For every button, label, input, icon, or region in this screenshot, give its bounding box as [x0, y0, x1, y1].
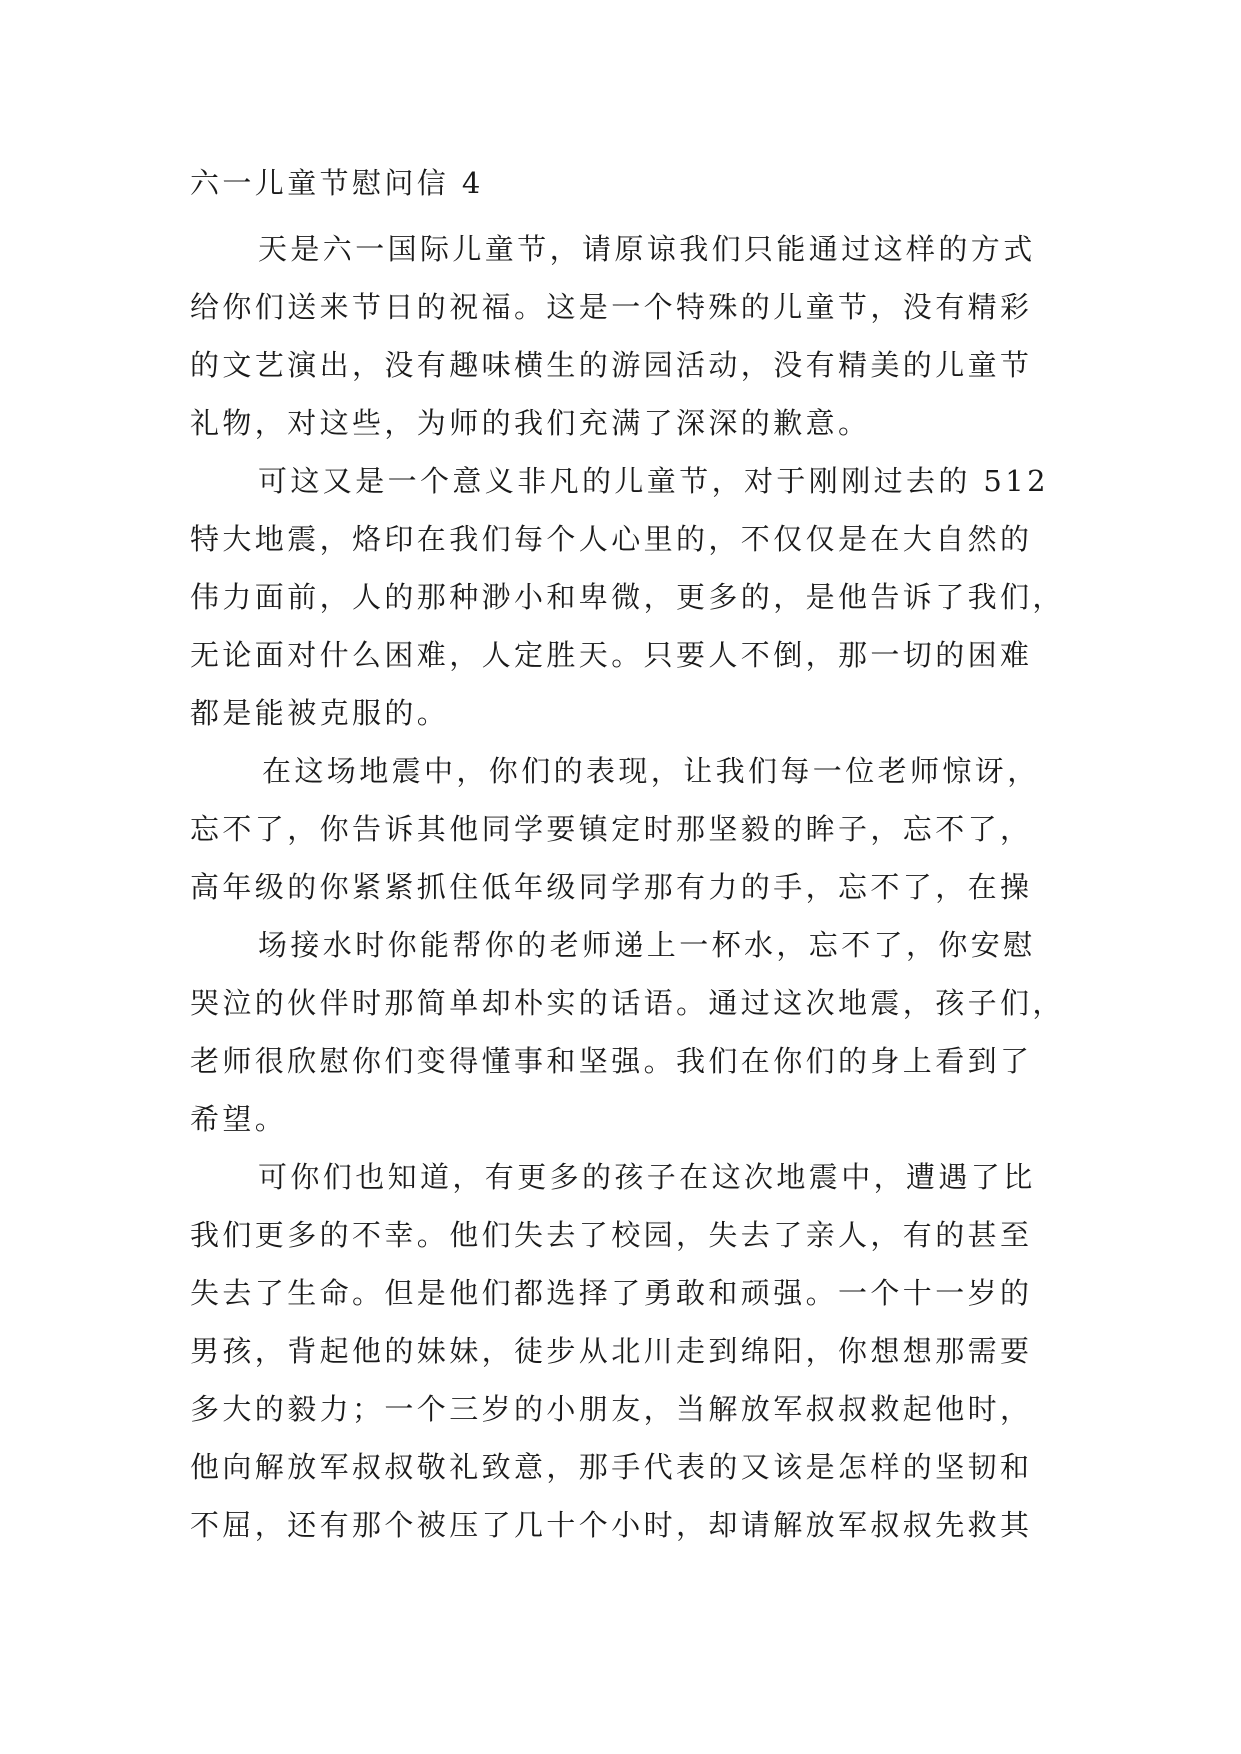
text-line: 给你们送来节日的祝福。这是一个特殊的儿童节，没有精彩 [190, 290, 1033, 324]
text-line: 多大的毅力；一个三岁的小朋友，当解放军叔叔救起他时， [190, 1392, 1033, 1426]
text-line: 都是能被克服的。 [190, 696, 450, 730]
text-line: 老师很欣慰你们变得懂事和坚强。我们在你们的身上看到了 [190, 1044, 1033, 1078]
text-line: 不屈，还有那个被压了几十个小时，却请解放军叔叔先救其 [190, 1508, 1033, 1542]
document-body [190, 163, 1070, 1554]
text-line: 礼物，对这些，为师的我们充满了深深的歉意。 [190, 406, 871, 440]
paragraph-4 [190, 1148, 1070, 1554]
text-line: 我们更多的不幸。他们失去了校园，失去了亲人，有的甚至 [190, 1218, 1033, 1252]
text-line: 失去了生命。但是他们都选择了勇敢和顽强。一个十一岁的 [190, 1276, 1033, 1310]
paragraph-2 [190, 452, 1070, 742]
text-line: 哭泣的伙伴时那简单却朴实的话语。通过这次地震，孩子们， [190, 986, 1065, 1020]
text-line: 场接水时你能帮你的老师递上一杯水，忘不了，你安慰 [258, 928, 1036, 962]
text-line: 伟力面前，人的那种渺小和卑微，更多的，是他告诉了我们， [190, 580, 1065, 614]
text-line: 高年级的你紧紧抓住低年级同学那有力的手，忘不了，在操 [190, 870, 1033, 904]
text-line: 的文艺演出，没有趣味横生的游园活动，没有精美的儿童节 [190, 348, 1033, 382]
text-line: 他向解放军叔叔敬礼致意，那手代表的又该是怎样的坚韧和 [190, 1450, 1033, 1484]
paragraph-3 [190, 742, 1070, 1148]
text-line: 在这场地震中，你们的表现，让我们每一位老师惊讶， [262, 754, 1040, 788]
text-line: 可这又是一个意义非凡的儿童节，对于刚刚过去的 512 [258, 464, 1049, 498]
text-line: 可你们也知道，有更多的孩子在这次地震中，遭遇了比 [258, 1160, 1036, 1194]
text-line: 天是六一国际儿童节，请原谅我们只能通过这样的方式 [258, 232, 1036, 266]
text-line: 特大地震，烙印在我们每个人心里的，不仅仅是在大自然的 [190, 522, 1033, 556]
text-line: 希望。 [190, 1102, 288, 1136]
paragraph-1 [190, 220, 1070, 452]
text-line: 忘不了，你告诉其他同学要镇定时那坚毅的眸子，忘不了， [190, 812, 1033, 846]
text-line: 无论面对什么困难，人定胜天。只要人不倒，那一切的困难 [190, 638, 1033, 672]
text-line: 男孩，背起他的妹妹，徒步从北川走到绵阳，你想想那需要 [190, 1334, 1033, 1368]
document-title: 六一儿童节慰问信 4 [190, 166, 484, 200]
